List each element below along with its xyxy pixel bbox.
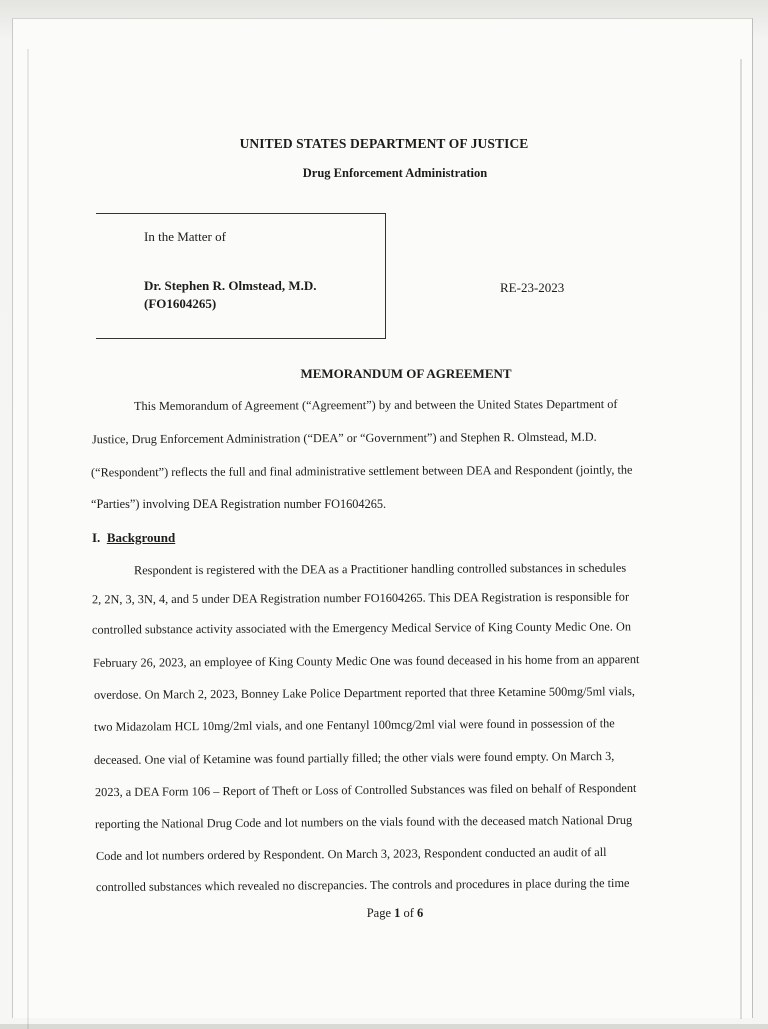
case-number: RE-23-2023 — [500, 280, 565, 295]
page-prefix: Page — [366, 906, 391, 920]
respondent-registration: (FO1604265) — [144, 296, 217, 311]
matter-caption-box — [96, 213, 386, 339]
background-line: reporting the National Drug Code and lot numbers on the vials found with the deceased match National Drug — [94, 812, 633, 832]
scan-edge-right — [740, 59, 742, 1019]
intro-line: Justice, Drug Enforcement Administration (“DEA” or “Government”) and Stephen R. Olmstead, M.D. — [91, 429, 597, 447]
department-title: UNITED STATES DEPARTMENT OF JUSTICE — [239, 136, 529, 151]
agency-title: Drug Enforcement Administration — [302, 166, 488, 180]
section-heading-background — [92, 530, 175, 546]
page-total: 6 — [417, 906, 424, 920]
background-line: deceased. One vial of Ketamine was found partially filled; the other vials were found empty. On March 3, — [93, 748, 615, 768]
background-line: 2023, a DEA Form 106 – Report of Theft or Loss of Controlled Substances was filed on behalf of Respondent — [94, 780, 637, 800]
intro-line: This Memorandum of Agreement (“Agreement”) by and between the United States Department of — [133, 396, 618, 414]
scan-edge-left — [27, 49, 29, 1029]
memorandum-title: MEMORANDUM OF AGREEMENT — [300, 366, 512, 381]
page-of: of — [403, 906, 414, 920]
section-number: I. — [92, 530, 101, 545]
page-current: 1 — [394, 906, 401, 920]
background-line: Respondent is registered with the DEA as a Practitioner handling controlled substances in schedules — [133, 560, 627, 578]
page-footer — [0, 906, 768, 921]
matter-label: In the Matter of — [144, 229, 226, 244]
background-line: two Midazolam HCL 10mg/2ml vials, and one Fentanyl 100mcg/2ml vial were found in possession of the — [93, 716, 615, 734]
background-line: Code and lot numbers ordered by Respondent. On March 3, 2023, Respondent conducted an audit of all — [95, 844, 607, 864]
respondent-name: Dr. Stephen R. Olmstead, M.D. — [144, 278, 317, 293]
background-line: February 26, 2023, an employee of King County Medic One was found deceased in his home from an apparent — [92, 652, 640, 670]
background-line: controlled substance activity associated with the Emergency Medical Service of King County Medic One. On — [91, 619, 632, 637]
section-title: Background — [106, 530, 176, 545]
intro-line: “Parties”) involving DEA Registration number FO1604265. — [91, 497, 387, 511]
background-line: controlled substances which revealed no discrepancies. The controls and procedures in place during the time — [95, 875, 630, 895]
background-line: overdose. On March 2, 2023, Bonney Lake Police Department reported that three Ketamine 500mg/5ml vials, — [93, 684, 635, 702]
intro-line: (“Respondent”) reflects the full and final administrative settlement between DEA and Respondent (jointly, the — [90, 462, 633, 480]
background-line: 2, 2N, 3, 3N, 4, and 5 under DEA Registration number FO1604265. This DEA Registration is responsible for — [91, 589, 630, 607]
